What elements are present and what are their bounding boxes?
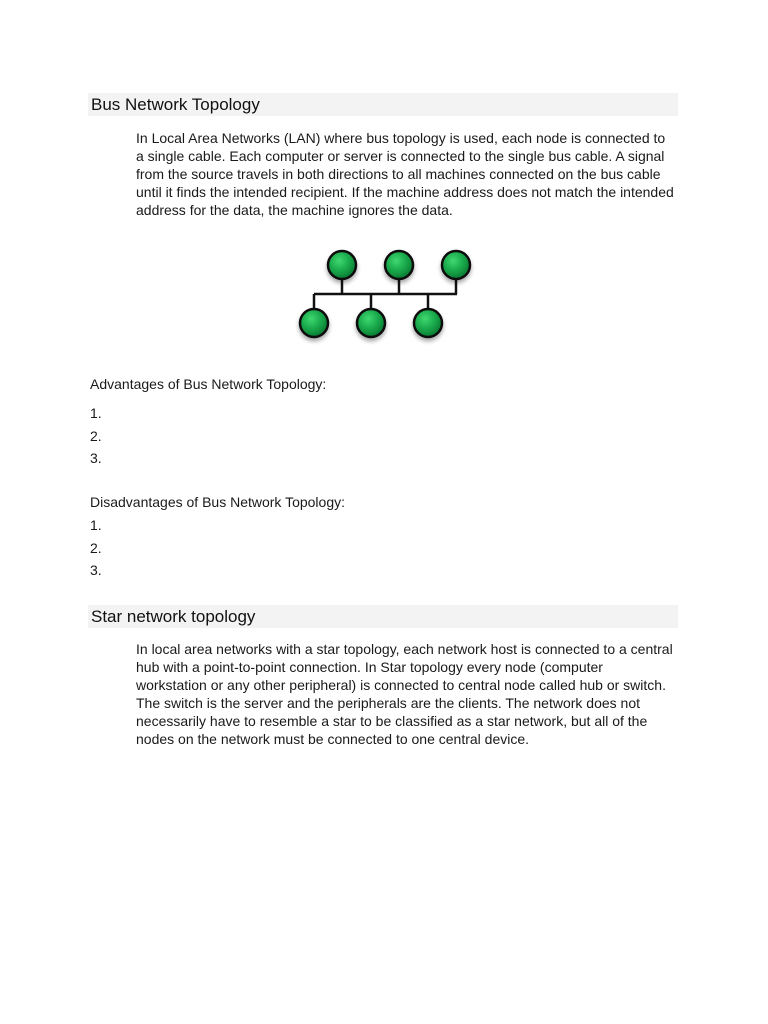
bus-node-top-1 — [328, 251, 356, 279]
bus-node-bottom-3 — [414, 309, 442, 337]
bus-node-top-3 — [442, 251, 470, 279]
advantages-list — [90, 402, 102, 470]
list-item: 3. — [90, 450, 102, 466]
bus-node-bottom-1 — [300, 309, 328, 337]
list-item: 3. — [90, 562, 102, 578]
list-item: 2. — [90, 539, 102, 556]
list-item: 1. — [90, 405, 102, 421]
list-item: 1. — [90, 517, 102, 533]
bus-node-top-2 — [385, 251, 413, 279]
bus-node-bottom-2 — [357, 309, 385, 337]
bus-topology-heading: Bus Network Topology — [88, 93, 678, 116]
bus-topology-diagram — [290, 245, 480, 350]
star-topology-description: In local area networks with a star topology, each network host is connected to a central hub with a point-to-point connection. In Star topology every node (computer workstation or any other peripheral) is connected to central node called hub or switch. The switch is the server and the peripherals are the clients. The network does not necessarily have to resemble a star to be classified as a star network, but all of the nodes on the network must be connected to one central device. — [136, 641, 673, 747]
disadvantages-list — [90, 514, 102, 582]
advantages-label: Advantages of Bus Network Topology: — [90, 376, 327, 392]
star-topology-heading: Star network topology — [88, 605, 678, 628]
list-item: 2. — [90, 427, 102, 444]
bus-topology-description: In Local Area Networks (LAN) where bus topology is used, each node is connected to a single cable. Each computer or server is connected to the single bus cable. A signal from the source travels in both directions to all machines connected on the bus cable until it finds the intended recipient. If the machine address does not match the intended address for the data, the machine ignores the data. — [136, 130, 674, 218]
disadvantages-label: Disadvantages of Bus Network Topology: — [90, 494, 345, 510]
